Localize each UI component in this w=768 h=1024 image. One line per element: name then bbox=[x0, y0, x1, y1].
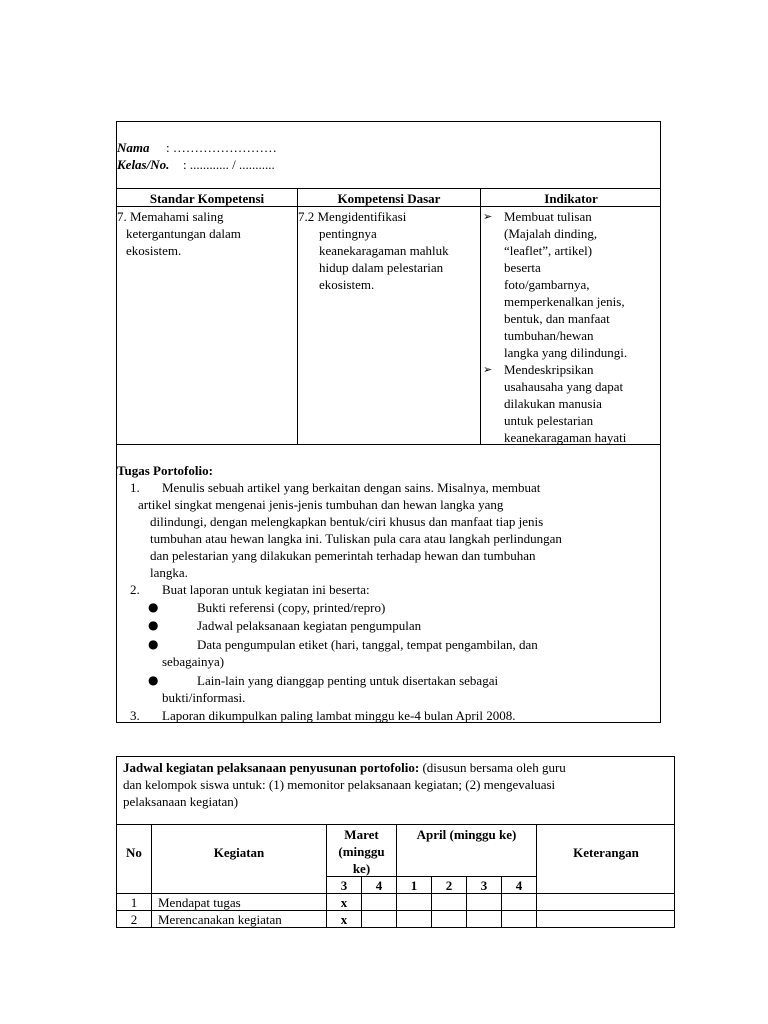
kelas-label: Kelas/No. bbox=[117, 157, 170, 172]
table-top-border bbox=[116, 188, 661, 189]
dasar-line: pentingnya bbox=[319, 226, 377, 241]
jadwal-title-line2: dan kelompok siswa untuk: (1) memonitor pelaksanaan kegiatan; (2) mengevaluasi bbox=[123, 777, 556, 792]
indikator-line: keanekaragaman hayati bbox=[504, 430, 627, 445]
bullet-icon: ● bbox=[148, 618, 159, 632]
indikator-line: tumbuhan/hewan bbox=[504, 328, 594, 343]
jadwal-header-maret: (minggu bbox=[338, 844, 385, 859]
bullet-text: Lain-lain yang dianggap penting untuk disertakan sebagai bbox=[197, 673, 499, 688]
indikator-line: langka yang dilindungi. bbox=[504, 345, 628, 360]
dasar-line: ekosistem. bbox=[319, 277, 375, 292]
table-row-kegiatan: Mendapat tugas bbox=[158, 895, 241, 910]
arrow-bullet-icon: ➢ bbox=[483, 210, 493, 223]
tugas-item-number: 1. bbox=[130, 480, 140, 495]
week-number: 2 bbox=[445, 878, 453, 893]
bullet-text: Bukti referensi (copy, printed/repro) bbox=[197, 600, 386, 615]
indikator-line: bentuk, dan manfaat bbox=[504, 311, 610, 326]
indikator-line: “leaflet”, artikel) bbox=[504, 243, 593, 258]
arrow-bullet-icon: ➢ bbox=[483, 363, 493, 376]
bullet-icon: ● bbox=[148, 673, 159, 687]
kelas-value: : ............ / ........... bbox=[183, 157, 275, 172]
table-row-no: 2 bbox=[130, 912, 138, 927]
tugas-item1-line: dilindungi, dengan melengkapkan bentuk/ciri khusus dan manfaat tiap jenis bbox=[150, 514, 544, 529]
bullet-icon: ● bbox=[148, 600, 159, 614]
tugas-item-number: 2. bbox=[130, 582, 140, 597]
tugas-item1-line: dan pelestarian yang dilakukan pemerintah terhadap hewan dan tumbuhan bbox=[150, 548, 536, 563]
indikator-line: Mendeskripsikan bbox=[504, 362, 594, 377]
standar-line: 7. Memahami saling bbox=[117, 209, 224, 224]
dasar-line: hidup dalam pelestarian bbox=[319, 260, 444, 275]
bullet-text: Jadwal pelaksanaan kegiatan pengumpulan bbox=[197, 618, 422, 633]
indikator-line: (Majalah dinding, bbox=[504, 226, 598, 241]
indikator-line: foto/gambarnya, bbox=[504, 277, 590, 292]
jadwal-header-april: April (minggu ke) bbox=[416, 827, 517, 842]
jadwal-header-maret: ke) bbox=[352, 861, 371, 876]
bullet-text: sebagainya) bbox=[162, 654, 225, 669]
table-row-mark: x bbox=[340, 895, 348, 910]
jadwal-col-line bbox=[151, 824, 152, 928]
jadwal-title-line1: Jadwal kegiatan pelaksanaan penyusunan portofolio: (disusun bersama oleh guru bbox=[123, 760, 566, 775]
table-row-no: 1 bbox=[130, 895, 138, 910]
indikator-line: dilakukan manusia bbox=[504, 396, 602, 411]
nama-value: : …………………… bbox=[166, 140, 277, 155]
tugas-item1-line: Menulis sebuah artikel yang berkaitan dengan sains. Misalnya, membuat bbox=[162, 480, 541, 495]
col-divider-2 bbox=[480, 188, 481, 444]
jadwal-header-maret: Maret bbox=[344, 827, 379, 842]
week-number: 4 bbox=[375, 878, 383, 893]
week-number: 4 bbox=[515, 878, 523, 893]
tugas-item3-text: Laporan dikumpulkan paling lambat minggu ke-4 bulan April 2008. bbox=[162, 708, 516, 723]
indikator-line: untuk pelestarian bbox=[504, 413, 594, 428]
bullet-icon: ● bbox=[148, 637, 159, 651]
indikator-line: usahausaha yang dapat bbox=[504, 379, 624, 394]
tugas-item1-line: artikel singkat mengenai jenis-jenis tumbuhan dan hewan langka yang bbox=[138, 497, 504, 512]
nama-label: Nama bbox=[117, 140, 150, 155]
jadwal-header-no: No bbox=[126, 845, 142, 860]
jadwal-col-line bbox=[536, 824, 537, 928]
dasar-line: 7.2 Mengidentifikasi bbox=[298, 209, 407, 224]
tugas-item1-line: tumbuhan atau hewan langka ini. Tuliskan pula cara atau langkah perlindungan bbox=[150, 531, 562, 546]
bullet-text: bukti/informasi. bbox=[162, 690, 246, 705]
header-kompetensi-dasar: Kompetensi Dasar bbox=[337, 191, 441, 206]
week-number: 3 bbox=[340, 878, 348, 893]
tugas-title: Tugas Portofolio: bbox=[117, 463, 213, 478]
jadwal-header-kegiatan: Kegiatan bbox=[213, 845, 265, 860]
header-standar-kompetensi: Standar Kompetensi bbox=[149, 191, 265, 206]
header-indikator: Indikator bbox=[544, 191, 598, 206]
tugas-item1-line: langka. bbox=[150, 565, 188, 580]
indikator-line: beserta bbox=[504, 260, 541, 275]
dasar-line: keanekaragaman mahluk bbox=[319, 243, 449, 258]
table-row-kegiatan: Merencanakan kegiatan bbox=[158, 912, 282, 927]
standar-line: ekosistem. bbox=[126, 243, 182, 258]
tugas-item2-text: Buat laporan untuk kegiatan ini beserta: bbox=[162, 582, 370, 597]
col-divider-1 bbox=[297, 188, 298, 444]
week-number: 3 bbox=[480, 878, 488, 893]
week-number: 1 bbox=[410, 878, 418, 893]
tugas-item-number: 3. bbox=[130, 708, 140, 723]
indikator-line: Membuat tulisan bbox=[504, 209, 592, 224]
jadwal-title-line3: pelaksanaan kegiatan) bbox=[123, 794, 239, 809]
table-row-mark: x bbox=[340, 912, 348, 927]
standar-line: ketergantungan dalam bbox=[126, 226, 241, 241]
indikator-line: memperkenalkan jenis, bbox=[504, 294, 625, 309]
bullet-text: Data pengumpulan etiket (hari, tanggal, tempat pengambilan, dan bbox=[197, 637, 538, 652]
jadwal-header-keterangan: Keterangan bbox=[573, 845, 639, 860]
